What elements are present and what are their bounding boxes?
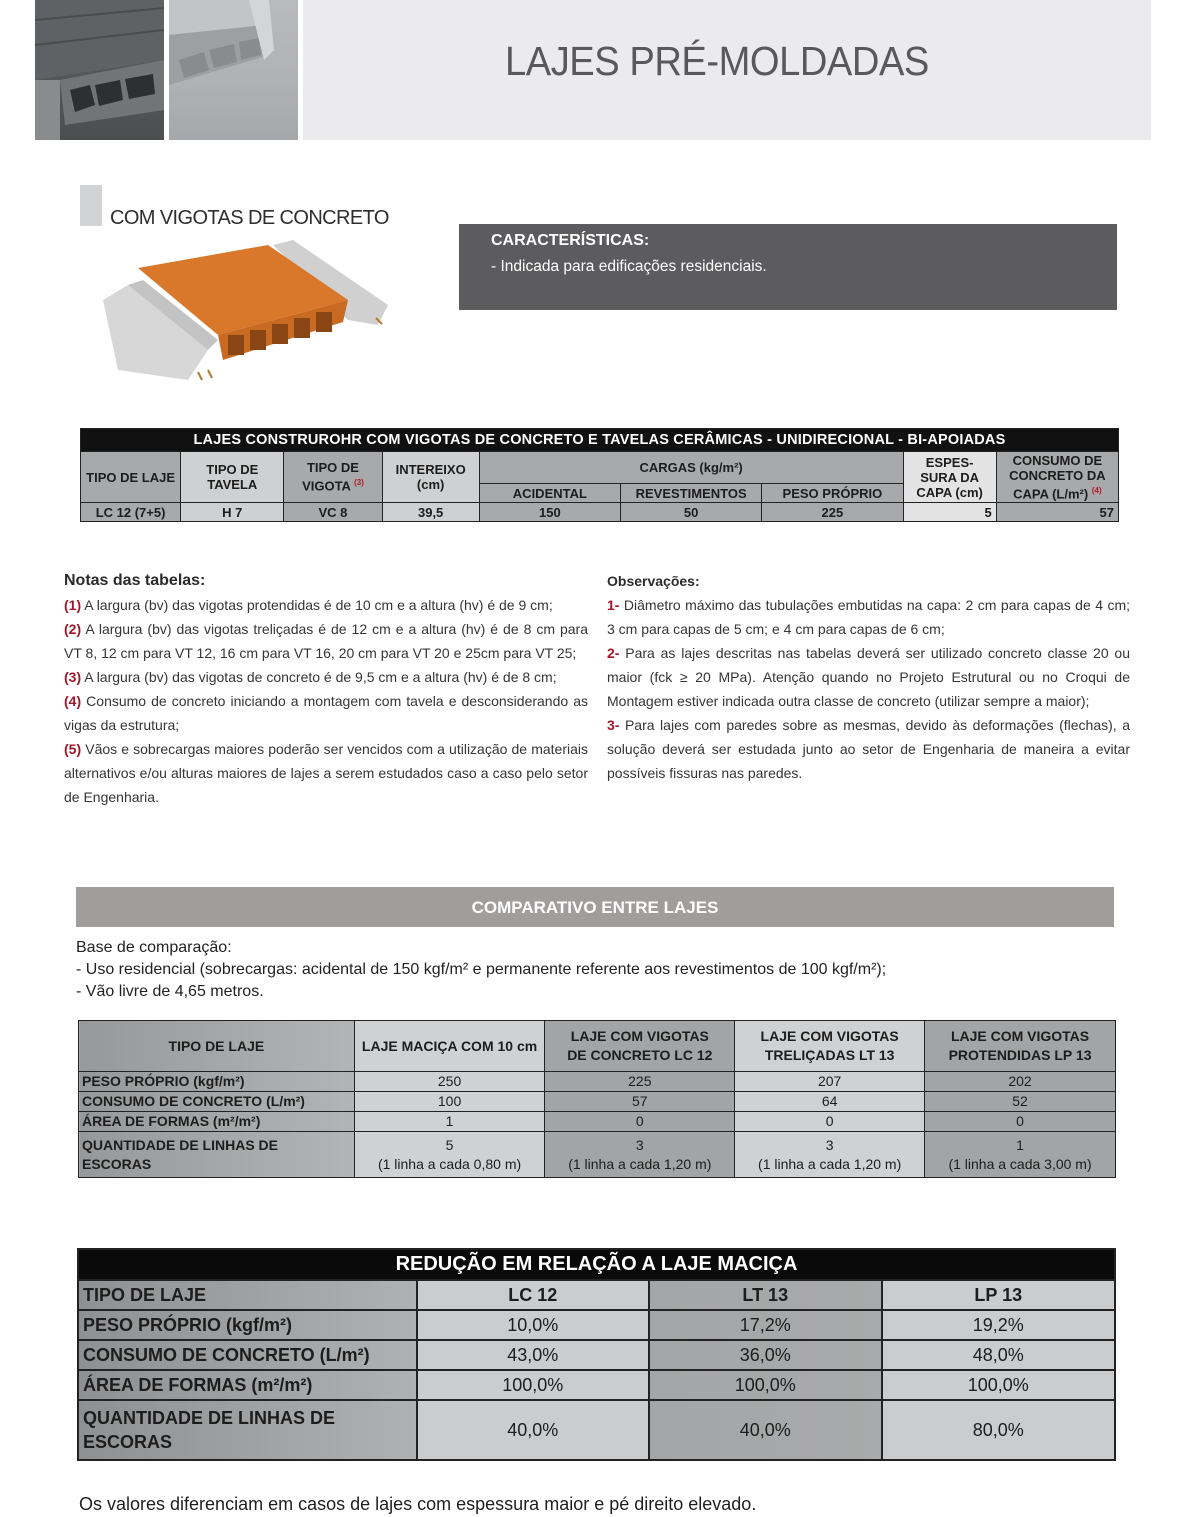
cell: 40,0% [417, 1400, 649, 1460]
concrete-joist-slab-icon [98, 240, 398, 385]
cell: 100,0% [417, 1370, 649, 1400]
header-photo-light [169, 0, 298, 140]
header-col-lt13: LAJE COM VIGOTAS TRELIÇADAS LT 13 [735, 1021, 925, 1072]
cell: 43,0% [417, 1340, 649, 1370]
note-item: (5) Vãos e sobrecargas maiores poderão ser vencidos com a utilização de materiais alternativos e/ou alturas maiores de lajes a serem estudados caso a caso pelo setor de Engenharia. [64, 741, 588, 805]
observation-item: 2- Para as lajes descritas nas tabelas deverá ser utilizado concreto classe 20 ou maior (fck ≥ 20 MPa). Atenção quando no Projeto Estrutural ou no Croqui de Montagem estiver indicada outra classe de concreto (utilizar sempre a maior); [607, 645, 1130, 709]
header-lt13: LT 13 [649, 1280, 881, 1310]
row-label: QUANTIDADE DE LINHAS DE ESCORAS [79, 1132, 355, 1178]
reduction-title: REDUÇÃO EM RELAÇÃO A LAJE MACIÇA [78, 1249, 1115, 1280]
cell: 52 [925, 1092, 1116, 1112]
table-row [79, 1112, 1116, 1132]
note-item: (4) Consumo de concreto iniciando a montagem com tavela e desconsiderando as vigas da estrutura; [64, 693, 588, 733]
header-col-macica: LAJE MACIÇA COM 10 cm [354, 1021, 545, 1072]
header-lc12: LC 12 [417, 1280, 649, 1310]
table-row [79, 1072, 1116, 1092]
header-tipo-laje: TIPO DE LAJE [78, 1280, 417, 1310]
cell: 250 [354, 1072, 545, 1092]
cell: 5 (1 linha a cada 0,80 m) [354, 1132, 545, 1178]
row-label: ÁREA DE FORMAS (m²/m²) [79, 1112, 355, 1132]
cell: 100,0% [649, 1370, 881, 1400]
note-item: (3) A largura (bv) das vigotas de concreto é de 9,5 cm e a altura (hv) é de 8 cm; [64, 669, 557, 685]
basis-title: Base de comparação: [76, 939, 232, 956]
header-revestimentos: REVESTIMENTOS [621, 484, 762, 503]
row-label: PESO PRÓPRIO (kgf/m²) [79, 1072, 355, 1092]
table-row [81, 503, 1119, 522]
cell: 207 [735, 1072, 925, 1092]
cell: 100,0% [882, 1370, 1116, 1400]
cell: 64 [735, 1092, 925, 1112]
header-photo-dark [35, 0, 164, 140]
cell: 10,0% [417, 1310, 649, 1340]
table-row [78, 1400, 1115, 1460]
row-label: CONSUMO DE CONCRETO (L/m²) [79, 1092, 355, 1112]
header-lp13: LP 13 [882, 1280, 1116, 1310]
header-acidental: ACIDENTAL [479, 484, 620, 503]
notes-title: Notas das tabelas: [64, 572, 206, 589]
row-label: PESO PRÓPRIO (kgf/m²) [78, 1310, 417, 1340]
basis-line-2: - Vão livre de 4,65 metros. [76, 983, 264, 1000]
cell: 48,0% [882, 1340, 1116, 1370]
header-espessura: ESPES- SURA DA CAPA (cm) [903, 452, 996, 503]
observations [607, 569, 1130, 785]
cell: 0 [925, 1112, 1116, 1132]
note-item: (2) A largura (bv) das vigotas treliçadas é de 12 cm e a altura (hv) é de 8 cm para VT 8, 12 cm para VT 12, 16 cm para VT 16, 20 cm para VT 20 e 25cm para VT 25; [64, 621, 588, 661]
table-title: LAJES CONSTRUROHR COM VIGOTAS DE CONCRETO E TAVELAS CERÂMICAS - UNIDIRECIONAL - BI-APOIADAS [81, 429, 1119, 452]
header-col-lp13: LAJE COM VIGOTAS PROTENDIDAS LP 13 [925, 1021, 1116, 1072]
comparison-band-title: COMPARATIVO ENTRE LAJES [76, 887, 1114, 927]
slab-specs-table [80, 428, 1119, 522]
table-row [78, 1310, 1115, 1340]
page-title: LAJES PRÉ-MOLDADAS [505, 38, 929, 84]
table-row [78, 1370, 1115, 1400]
header-tipo-laje: TIPO DE LAJE [79, 1021, 355, 1072]
table-notes [64, 569, 588, 809]
header-cargas: CARGAS (kg/m²) [479, 452, 903, 484]
row-label: QUANTIDADE DE LINHAS DE ESCORAS [78, 1400, 417, 1460]
cell-tipo-vigota: VC 8 [284, 503, 382, 522]
cell: 3 (1 linha a cada 1,20 m) [735, 1132, 925, 1178]
row-label: ÁREA DE FORMAS (m²/m²) [78, 1370, 417, 1400]
cell: 17,2% [649, 1310, 881, 1340]
cell: 80,0% [882, 1400, 1116, 1460]
note-item: (1) A largura (bv) das vigotas protendidas é de 10 cm e a altura (hv) é de 9 cm; [64, 597, 553, 613]
cell: 202 [925, 1072, 1116, 1092]
cell: 57 [545, 1092, 735, 1112]
cell-revestimentos: 50 [621, 503, 762, 522]
cell: 40,0% [649, 1400, 881, 1460]
comparison-basis [76, 937, 886, 1003]
characteristics-title: CARACTERÍSTICAS: [491, 232, 650, 249]
slab-profile-icon [169, 0, 298, 140]
table-row [79, 1092, 1116, 1112]
cell-espessura: 5 [903, 503, 996, 522]
comparison-table [78, 1020, 1116, 1178]
cell: 1 [354, 1112, 545, 1132]
slab-section-icon [35, 0, 164, 140]
header-tipo-laje: TIPO DE LAJE [81, 452, 181, 503]
cell: 1 (1 linha a cada 3,00 m) [925, 1132, 1116, 1178]
cell: 225 [545, 1072, 735, 1092]
header-intereixo: INTEREIXO (cm) [382, 452, 479, 503]
section-marker [80, 185, 102, 226]
reduction-table [77, 1248, 1116, 1461]
characteristics-description: - Indicada para edificações residenciais. [491, 258, 767, 275]
cell-acidental: 150 [479, 503, 620, 522]
header-consumo: CONSUMO DE CONCRETO DA CAPA (L/m²) $^{(4)}$ [996, 452, 1118, 503]
footnote-ref: (4) [1091, 485, 1102, 495]
cell-peso-proprio: 225 [762, 503, 903, 522]
cell: 3 (1 linha a cada 1,20 m) [545, 1132, 735, 1178]
header-tipo-vigota: TIPO DE VIGOTA $^{(3)}$ [284, 452, 382, 503]
cell-intereixo: 39,5 [382, 503, 479, 522]
cell: 0 [735, 1112, 925, 1132]
product-image [98, 240, 398, 385]
cell: 36,0% [649, 1340, 881, 1370]
header-peso-proprio: PESO PRÓPRIO [762, 484, 903, 503]
characteristics-box [459, 224, 1117, 310]
observations-title: Observações: [607, 573, 700, 589]
table-row [79, 1132, 1116, 1178]
table-row [78, 1340, 1115, 1370]
section-title: COM VIGOTAS DE CONCRETO [110, 207, 389, 229]
row-label: CONSUMO DE CONCRETO (L/m²) [78, 1340, 417, 1370]
cell: 19,2% [882, 1310, 1116, 1340]
observation-item: 1- Diâmetro máximo das tubulações embutidas na capa: 2 cm para capas de 4 cm; 3 cm para capas de 5 cm; e 4 cm para capas de 6 cm; [607, 597, 1130, 637]
cell: 100 [354, 1092, 545, 1112]
cell-consumo: 57 [996, 503, 1118, 522]
observation-item: 3- Para lajes com paredes sobre as mesmas, devido às deformações (flechas), a solução deverá ser estudada junto ao setor de Engenharia de maneira a evitar possíveis fissuras nas paredes. [607, 717, 1130, 781]
cell-tipo-tavela: H 7 [181, 503, 284, 522]
header-tipo-tavela: TIPO DE TAVELA [181, 452, 284, 503]
header-col-lc12: LAJE COM VIGOTAS DE CONCRETO LC 12 [545, 1021, 735, 1072]
cell: 0 [545, 1112, 735, 1132]
cell-tipo-laje: LC 12 (7+5) [81, 503, 181, 522]
basis-line-1: - Uso residencial (sobrecargas: acidental de 150 kgf/m² e permanente referente aos revestimentos de 100 kgf/m²); [76, 961, 887, 978]
footer-note: Os valores diferenciam em casos de lajes com espessura maior e pé direito elevado. [79, 1494, 757, 1514]
footnote-ref: (3) [354, 478, 364, 488]
